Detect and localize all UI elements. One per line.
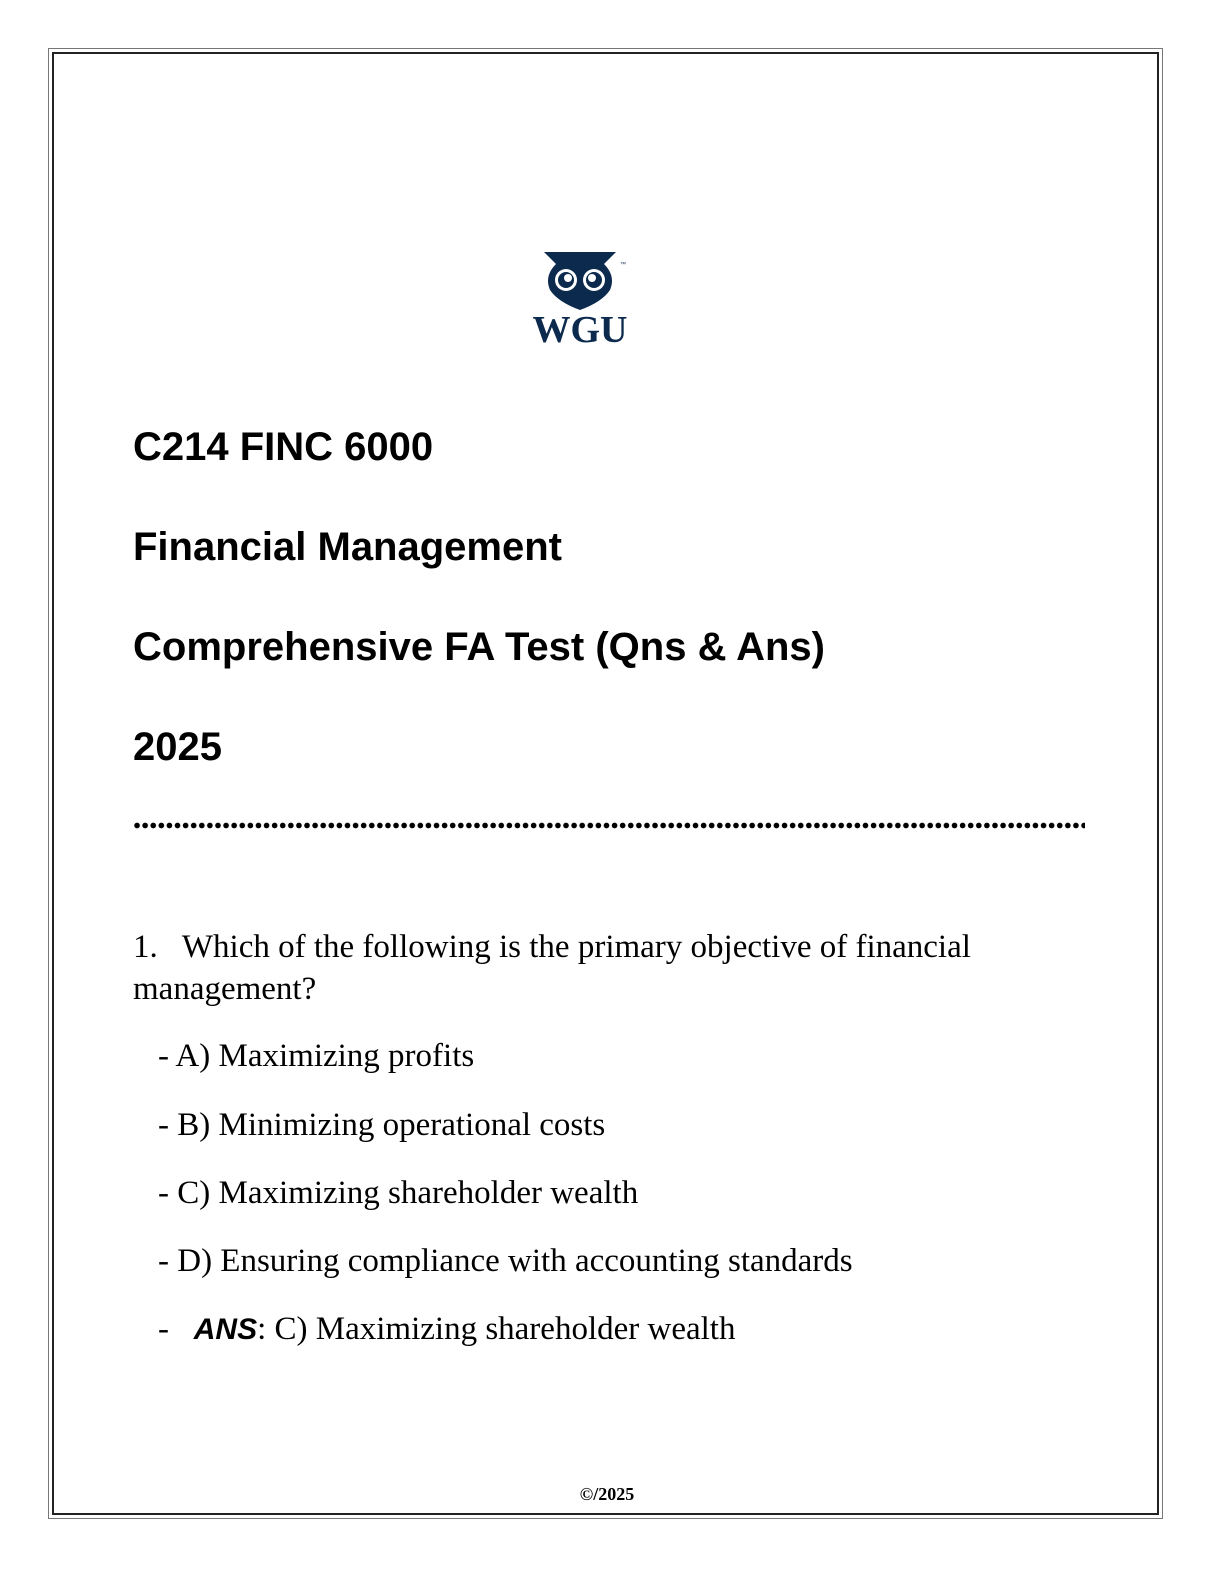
year-heading: 2025: [133, 725, 222, 769]
copyright-footer: ©/2025: [579, 1484, 635, 1504]
question-number: 1.: [133, 929, 158, 965]
option-a: - A) Maximizing profits: [158, 1038, 475, 1074]
option-b: - B) Minimizing operational costs: [158, 1107, 606, 1143]
answer-prefix: -: [158, 1311, 169, 1347]
test-name-heading: Comprehensive FA Test (Qns & Ans): [133, 625, 825, 669]
option-c: - C) Maximizing shareholder wealth: [158, 1175, 639, 1211]
answer-label: ANS: [193, 1313, 258, 1346]
answer-line: [158, 1313, 735, 1346]
course-code-heading: C214 FINC 6000: [133, 425, 434, 469]
svg-text:WGU: WGU: [532, 309, 628, 346]
answer-text: : C) Maximizing shareholder wealth: [257, 1311, 736, 1347]
question-1: [133, 926, 1093, 1010]
question-text: Which of the following is the primary objective of financial management?: [133, 929, 971, 1007]
option-d: - D) Ensuring compliance with accounting standards: [158, 1243, 853, 1279]
wgu-owl-logo: [524, 250, 636, 346]
course-name-heading: Financial Management: [133, 525, 562, 569]
dotted-divider: [133, 822, 1085, 829]
svg-text:™: ™: [620, 262, 626, 268]
